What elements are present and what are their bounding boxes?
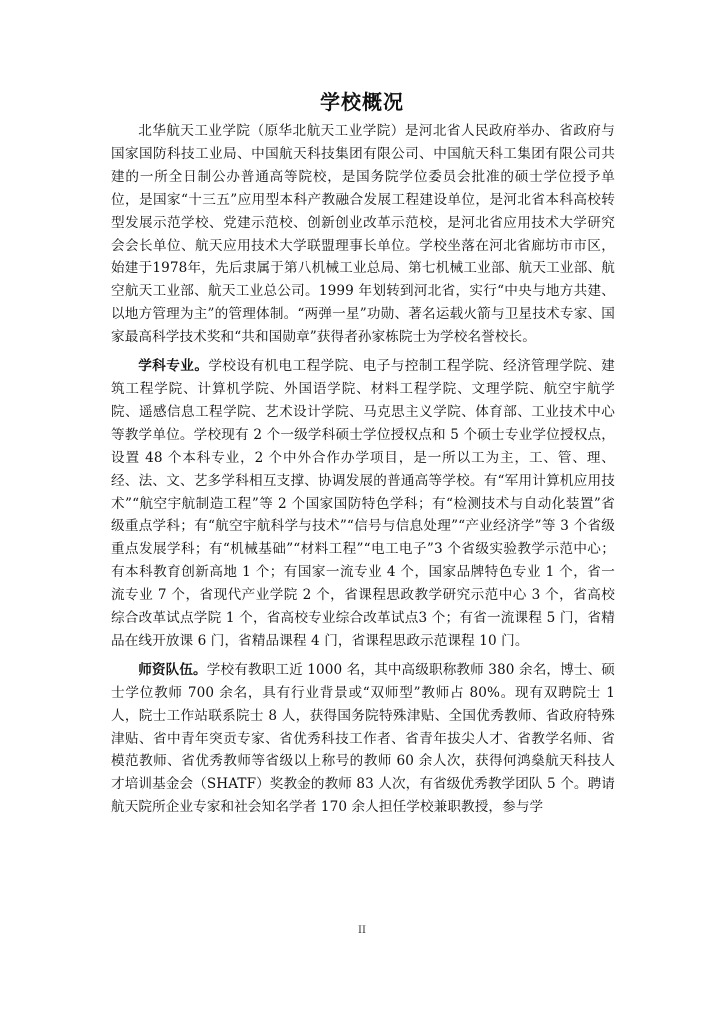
- page-title: 学校概况: [320, 90, 404, 114]
- document-body: [111, 120, 615, 825]
- paragraph-disciplines: [111, 355, 615, 653]
- paragraph-text: 北华航天工业学院（原华北航天工业学院）是河北省人民政府举办、省政府与国家国防科技工业局、中国航天科技集团有限公司、中国航天科工集团有限公司共建的一所全日制公办普通高等院校，是国务院学位委员会批准的硕士学位授予单位，是国家“十三五”应用型本科产教融合发展工程建设单位，是河北省本科高校转型发展示范学校、党建示范校、创新创业改革示范校，是河北省应用技术大学研究会会长单位、航天应用技术大学联盟理事长单位。学校坐落在河北省廊坊市市区，始建于1978年，先后隶属于第八机械工业总局、第七机械工业部、航天工业部、航空航天工业部、航天工业总公司。1999 年划转到河北省，实行“中央与地方共建、以地方管理为主”的管理体制。“两弹一星”功勋、著名运载火箭与卫星技术专家、国家最高科学技术奖和“共和国勋章”获得者孙家栋院士为学校名誉校长。: [111, 123, 615, 346]
- paragraph-faculty: [111, 659, 615, 819]
- paragraph-text: 学校有教职工近 1000 名，其中高级职称教师 380 余名，博士、硕士学位教师 700 余名，具有行业背景或“双师型”教师占 80%。现有双聘院士 1 人，院士工作站联系院士 8 人，获得国务院特殊津贴、全国优秀教师、省政府特殊津贴、省中青年突贡专家、省优秀科技工作者、省青年拔尖人才、省教学名师、省模范教师、省优秀教师等省级以上称号的教师 60 余人次，获得何鸿燊航天科技人才培训基金会（SHATF）奖教金的教师 83 人次，有省级优秀教学团队 5 个。聘请航天院所企业专家和社会知名学者 170 余人担任学校兼职教授，参与学: [111, 661, 616, 816]
- paragraph-lead: 师资队伍。: [138, 661, 207, 678]
- paragraph-text: 学校设有机电工程学院、电子与控制工程学院、经济管理学院、建筑工程学院、计算机学院、外国语学院、材料工程学院、文理学院、航空宇航学院、遥感信息工程学院、艺术设计学院、马克思主义学院、体育部、工业技术中心等教学单位。学校现有 2 个一级学科硕士学位授权点和 5 个硕士专业学位授权点，设置 48 个本科专业，2 个中外合作办学项目，是一所以工为主，工、管、理、经、法、文、艺多学科相互支撑、协调发展的普通高等学校。有“军用计算机应用技术”“航空宇航制造工程”等 2 个国家国防特色学科；有“检测技术与自动化装置”省级重点学科；有“航空宇航科学与技术”“信号与信息处理”“产业经济学”等 3 个省级重点发展学科；有“机械基础”“材料工程”“电工电子”3 个省级实验教学示范中心；有本科教育创新高地 1 个；有国家一流专业 4 个，国家品牌特色专业 1 个，省一流专业 7 个，省现代产业学院 2 个，省课程思政教学研究示范中心 3 个，省高校综合改革试点学院 1 个，省高校专业综合改革试点3 个；有省一流课程 5 门，省精品在线开放课 6 门，省精品课程 4 门，省课程思政示范课程 10 门。: [111, 358, 615, 649]
- page-number: II: [358, 925, 366, 936]
- paragraph-overview: [111, 120, 615, 349]
- paragraph-lead: 学科专业。: [138, 358, 209, 375]
